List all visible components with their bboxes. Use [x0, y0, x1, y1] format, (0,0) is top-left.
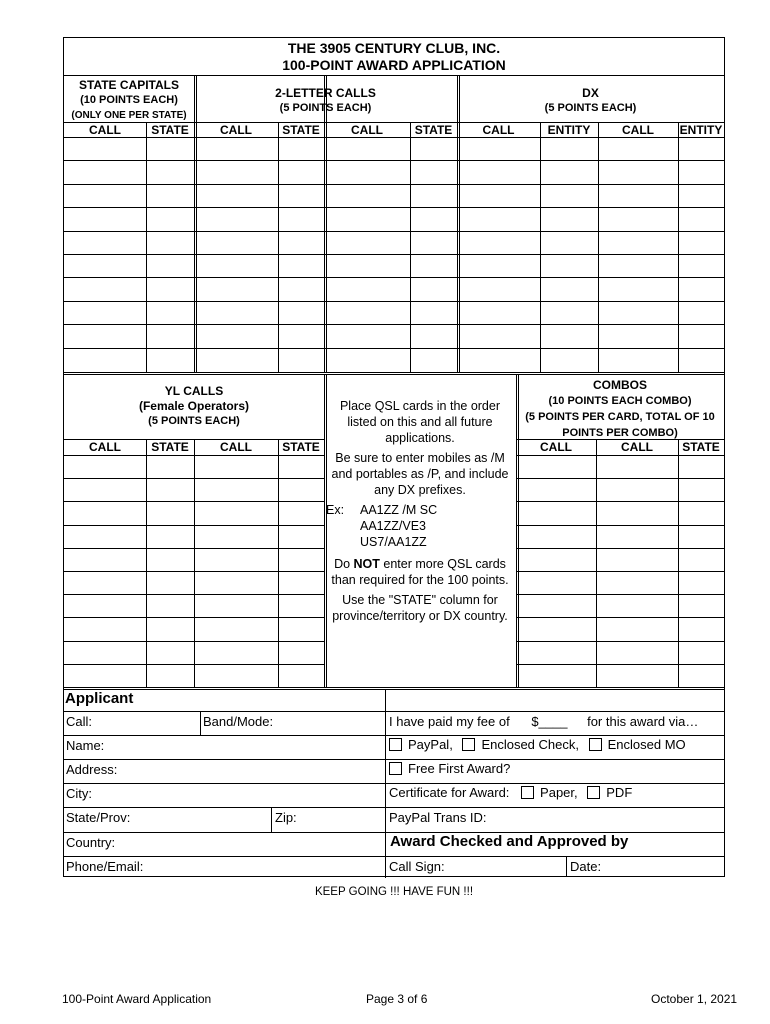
paper-checkbox[interactable] [521, 786, 534, 799]
applicant-name-field[interactable]: Name: [66, 738, 105, 753]
free-first-label: Free First Award? [408, 761, 511, 776]
instructions-mobiles: Be sure to enter mobiles as /M and portables as /P, and include any DX prefixes. [331, 451, 509, 497]
page-number: Page 3 of 6 [366, 992, 428, 1006]
col-call: CALL [351, 123, 383, 137]
col-call: CALL [220, 440, 252, 454]
form-subtitle: 100-POINT AWARD APPLICATION [282, 57, 506, 73]
footer-date: October 1, 2021 [651, 992, 738, 1006]
footer-title: 100-Point Award Application [62, 992, 212, 1006]
paper-label: Paper, [540, 785, 578, 800]
approval-title: Award Checked and Approved by [390, 833, 629, 850]
fee-amount-field[interactable]: $____ [531, 714, 568, 729]
col-state: STATE [414, 123, 453, 137]
dx-header [457, 86, 724, 116]
dx-points: (5 POINTS EACH) [544, 102, 637, 114]
free-first-checkbox[interactable] [389, 762, 402, 775]
applicant-band-mode-field[interactable]: Band/Mode: [203, 714, 274, 729]
applicant-call-field[interactable]: Call: [66, 714, 93, 729]
yl-header [64, 384, 324, 429]
col-call: CALL [540, 440, 572, 454]
instructions-limit: Do NOT enter more QSL cards than required for the 100 points. [331, 557, 509, 587]
pdf-label: PDF [606, 785, 633, 800]
paypal-checkbox[interactable] [389, 738, 402, 751]
certificate-line [389, 785, 632, 800]
col-state: STATE [282, 123, 320, 137]
fee-line [389, 714, 698, 729]
combos-note-2: POINTS PER COMBO) [562, 427, 678, 439]
applicant-title: Applicant [65, 690, 134, 707]
instructions-order: Place QSL cards in the order listed on this and all future applications. [339, 399, 501, 445]
fee-suffix: for this award via… [587, 714, 699, 729]
col-entity: ENTITY [547, 123, 591, 137]
col-call: CALL [89, 123, 121, 137]
col-call: CALL [621, 440, 653, 454]
state-capitals-note: (ONLY ONE PER STATE) [71, 110, 187, 121]
combos-note-1: (5 POINTS PER CARD, TOTAL OF 10 [525, 411, 715, 423]
col-state: STATE [151, 440, 189, 454]
paypal-label: PayPal, [408, 737, 453, 752]
footer-slogan: KEEP GOING !!! HAVE FUN !!! [314, 886, 474, 898]
approval-date-field[interactable]: Date: [570, 859, 602, 874]
dx-title: DX [582, 86, 599, 100]
enclosed-mo-checkbox[interactable] [589, 738, 602, 751]
instructions [328, 398, 512, 624]
free-first-line [389, 761, 510, 776]
combos-points: (10 POINTS EACH COMBO) [548, 395, 692, 407]
enclosed-check-label: Enclosed Check, [481, 737, 579, 752]
application-form [63, 37, 725, 877]
applicant-address-field[interactable]: Address: [66, 762, 118, 777]
col-call: CALL [89, 440, 121, 454]
payment-method-line [389, 737, 686, 752]
state-capitals-points: (10 POINTS EACH) [80, 94, 178, 106]
instructions-examples [328, 502, 512, 550]
form-title: THE 3905 CENTURY CLUB, INC. [287, 40, 501, 56]
applicant-phone-email-field[interactable]: Phone/Email: [66, 859, 144, 874]
combos-header [516, 377, 724, 441]
yl-subtitle: (Female Operators) [138, 399, 250, 413]
yl-title: YL CALLS [164, 384, 224, 398]
applicant-country-field[interactable]: Country: [66, 835, 116, 850]
col-entity: ENTITY [679, 123, 723, 137]
col-call: CALL [482, 123, 515, 137]
fee-text: I have paid my fee of [389, 714, 510, 729]
col-call: CALL [220, 123, 252, 137]
col-call: CALL [622, 123, 654, 137]
yl-points: (5 POINTS EACH) [148, 415, 240, 427]
col-state: STATE [282, 440, 320, 454]
examples-label: Ex: [326, 503, 345, 517]
example-3: US7/AA1ZZ [360, 535, 427, 549]
approval-call-sign-field[interactable]: Call Sign: [389, 859, 445, 874]
pdf-checkbox[interactable] [587, 786, 600, 799]
example-1: AA1ZZ /M SC [360, 503, 438, 517]
two-letter-points: (5 POINTS EACH) [279, 102, 372, 114]
applicant-city-field[interactable]: City: [66, 786, 92, 801]
certificate-label: Certificate for Award: [389, 785, 510, 800]
applicant-state-prov-field[interactable]: State/Prov: [66, 810, 131, 825]
header-block [64, 40, 724, 74]
applicant-zip-field[interactable]: Zip: [275, 810, 297, 825]
instructions-state-column: Use the "STATE" column for province/territory or DX country. [332, 593, 508, 623]
enclosed-mo-label: Enclosed MO [607, 737, 686, 752]
state-capitals-title: STATE CAPITALS [79, 78, 179, 92]
enclosed-check-checkbox[interactable] [462, 738, 475, 751]
example-2: AA1ZZ/VE3 [360, 519, 426, 533]
state-capitals-header [64, 78, 194, 123]
col-state: STATE [682, 440, 720, 454]
paypal-trans-id-field[interactable]: PayPal Trans ID: [389, 810, 487, 825]
col-state: STATE [151, 123, 189, 137]
two-letter-title: 2-LETTER CALLS [275, 86, 376, 100]
combos-title: COMBOS [593, 378, 647, 392]
